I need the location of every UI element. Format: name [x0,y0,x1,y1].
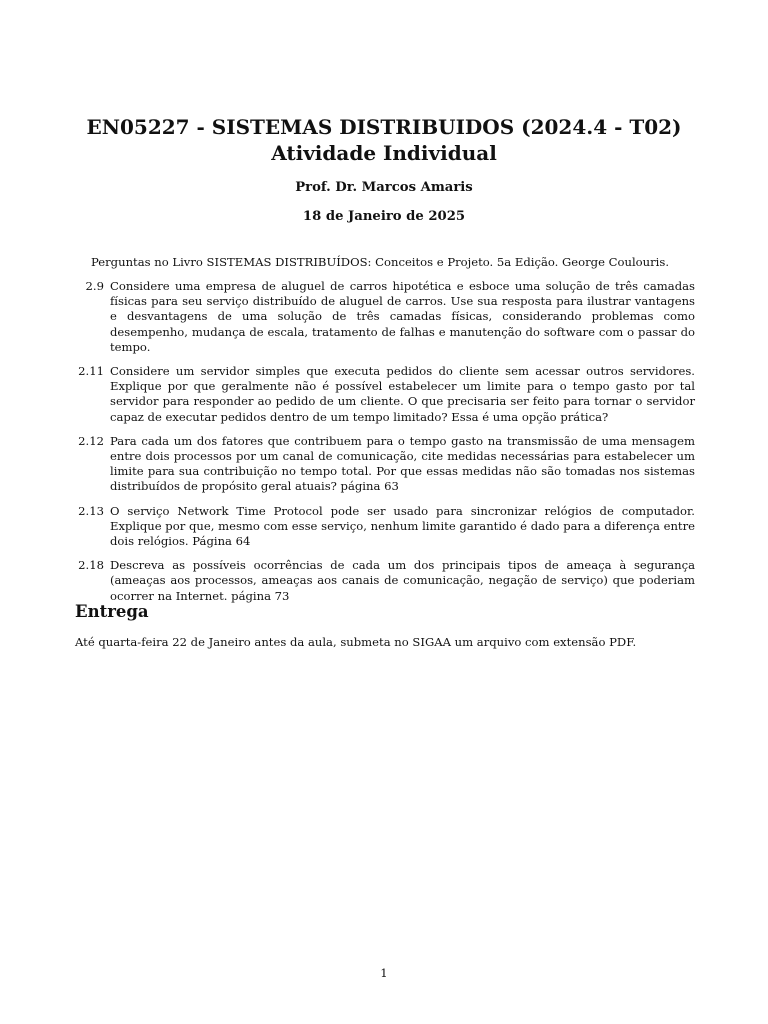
question-text: Para cada um dos fatores que contribuem para o tempo gasto na transmissão de uma mensagem entre dois processos por um canal de comunicação, cite medidas necessárias para estabelecer um limite para sua contribuição no tempo total. Por que essas medidas não são tomadas nos sistemas distribuídos de propósito geral atuais? página 63 [110,433,695,494]
date-line: 18 de Janeiro de 2025 [302,209,466,224]
question-number: 2.11 [78,364,104,379]
intro-text: Perguntas no Livro SISTEMAS DISTRIBUÍDOS: Conceitos e Projeto. 5a Edição. George Coulouris. [91,255,670,269]
question-text: Considere uma empresa de aluguel de carros hipotética e esboce uma solução de três camadas físicas para seu serviço distribuído de aluguel de carros. Use sua resposta para ilustrar vantagens e desvantagens de uma solução de três camadas físicas, considerando problemas como desempenho, mudança de escala, tratamento de falhas e manutenção do software com o passar do tempo. [110,279,695,354]
question-text: Descreva as possíveis ocorrências de cada um dos principais tipos de ameaça à segurança (ameaças aos processos, ameaças aos canais de comunicação, negação de serviço) que poderiam ocorrer na Internet. página 73 [110,558,695,603]
question-item [75,279,695,355]
question-item [75,558,695,604]
question-number: 2.18 [78,558,104,573]
section-heading-delivery: Entrega [75,602,149,621]
question-item [75,504,695,550]
question-item [75,364,695,425]
question-number: 2.13 [78,503,104,518]
delivery-text: Até quarta-feira 22 de Janeiro antes da aula, submeta no SIGAA um arquivo com extensão PDF. [75,635,637,649]
question-item [75,434,695,495]
question-list [75,279,695,613]
question-text: Considere um servidor simples que executa pedidos do cliente sem acessar outros servidores. Explique por que geralmente não é possível estabelecer um limite para o tempo gasto por tal servidor para responder ao pedido de um cliente. O que precisaria ser feito para tornar o servidor capaz de executar pedidos dentro de um tempo limitado? Essa é uma opção prática? [110,364,695,424]
author-line: Prof. Dr. Marcos Amaris [295,180,473,195]
document-title: EN05227 - SISTEMAS DISTRIBUIDOS (2024.4 - T02) [86,115,682,139]
document-subtitle: Atividade Individual [271,141,497,165]
question-number: 2.9 [85,279,104,293]
question-number: 2.12 [78,433,104,448]
question-text: O serviço Network Time Protocol pode ser usado para sincronizar relógios de computador. Explique por que, mesmo com esse serviço, nenhum limite garantido é dado para a diferença entre dois relógios. Página 64 [110,503,695,549]
page-number: 1 [380,966,388,980]
